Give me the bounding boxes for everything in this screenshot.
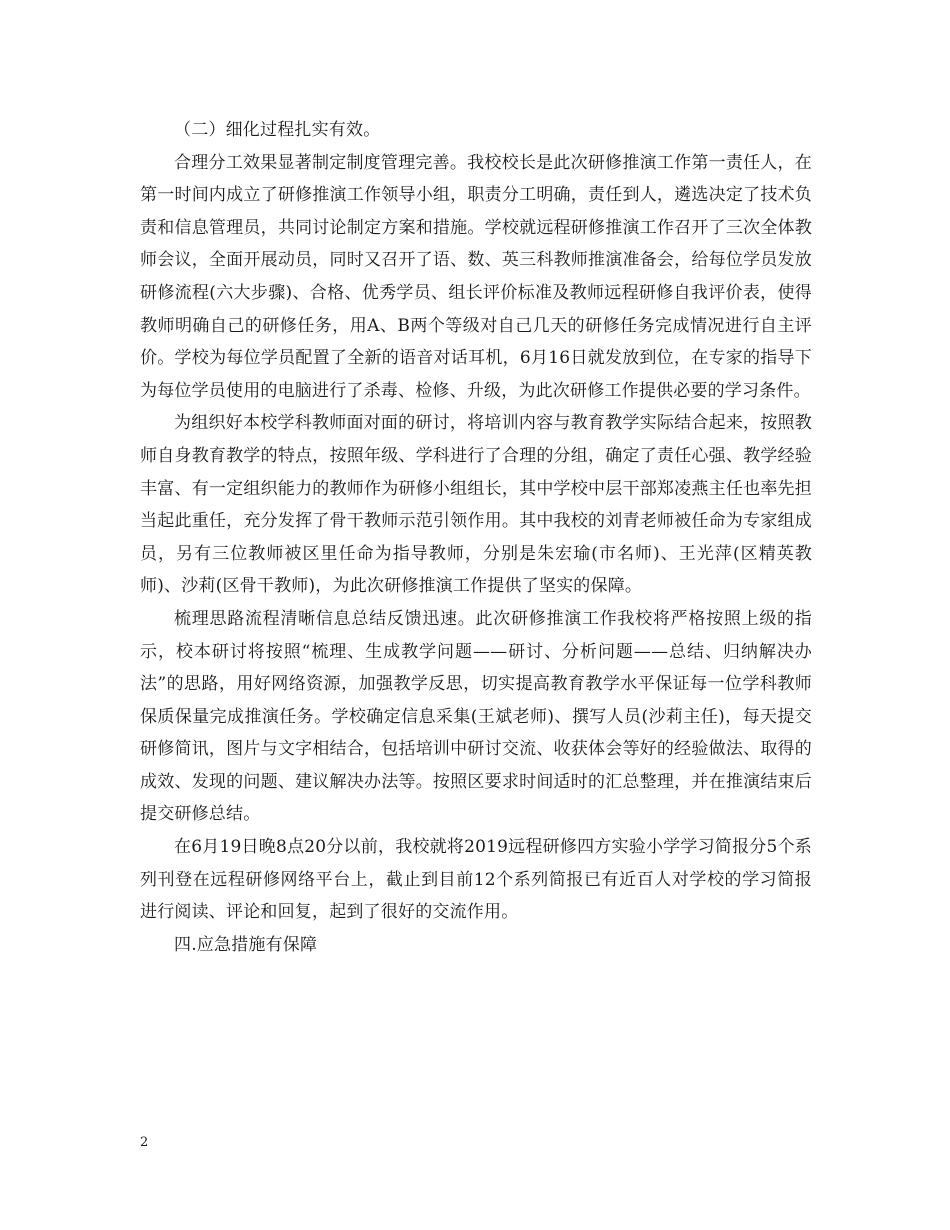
paragraph: 合理分工效果显著制定制度管理完善。我校校长是此次研修推演工作第一责任人，在第一时间内成立了研修推演工作领导小组，职责分工明确，责任到人，遴选决定了技术负责和信息管理员，共同讨论制定方案和措施。学校就远程研修推演工作召开了三次全体教师会议，全面开展动员，同时又召开了语、数、英三科教师推演准备会，给每位学员发放研修流程(六大步骤)、合格、优秀学员、组长评价标准及教师远程研修自我评价表，使得教师明确自己的研修任务，用A、B两个等级对自己几天的研修任务完成情况进行自主评价。学校为每位学员配置了全新的语音对话耳机，6月16日就发放到位，在专家的指导下为每位学员使用的电脑进行了杀毒、检修、升级，为此次研修工作提供必要的学习条件。 (140, 152, 812, 401)
paragraph: 梳理思路流程清晰信息总结反馈迅速。此次研修推演工作我校将严格按照上级的指示，校本研讨将按照“梳理、生成教学问题——研讨、分析问题——总结、归纳解决办法”的思路，用好网络资源，加强教学反思，切实提高教育教学水平保证每一位学科教师保质保量完成推演任务。学校确定信息采集(王斌老师)、撰写人员(沙莉主任)，每天提交研修简讯，图片与文字相结合，包括培训中研讨交流、收获体会等好的经验做法、取得的成效、发现的问题、建议解决办法等。按照区要求时间适时的汇总整理，并在推演结束后提交研修总结。 (140, 608, 812, 825)
section-heading: 四.应急措施有保障 (174, 934, 318, 955)
section-heading: （二）细化过程扎实有效。 (174, 120, 381, 140)
page-number: 2 (140, 1135, 149, 1150)
document-body (140, 114, 812, 961)
paragraph: 在6月19日晚8点20分以前，我校就将2019远程研修四方实验小学学习简报分5个系列刊登在远程研修网络平台上，截止到目前12个系列简报已有近百人对学校的学习简报进行阅读、评论和回复，起到了很好的交流作用。 (140, 837, 812, 923)
paragraph: 为组织好本校学科教师面对面的研讨，将培训内容与教育教学实际结合起来，按照教师自身教育教学的特点，按照年级、学科进行了合理的分组，确定了责任心强、教学经验丰富、有一定组织能力的教师作为研修小组组长，其中学校中层干部郑凌燕主任也率先担当起此重任，充分发挥了骨干教师示范引领作用。其中我校的刘青老师被任命为专家组成员，另有三位教师被区里任命为指导教师，分别是朱宏瑜(市名师)、王光萍(区精英教师)、沙莉(区骨干教师)，为此次研修推演工作提供了坚实的保障。 (140, 413, 812, 597)
